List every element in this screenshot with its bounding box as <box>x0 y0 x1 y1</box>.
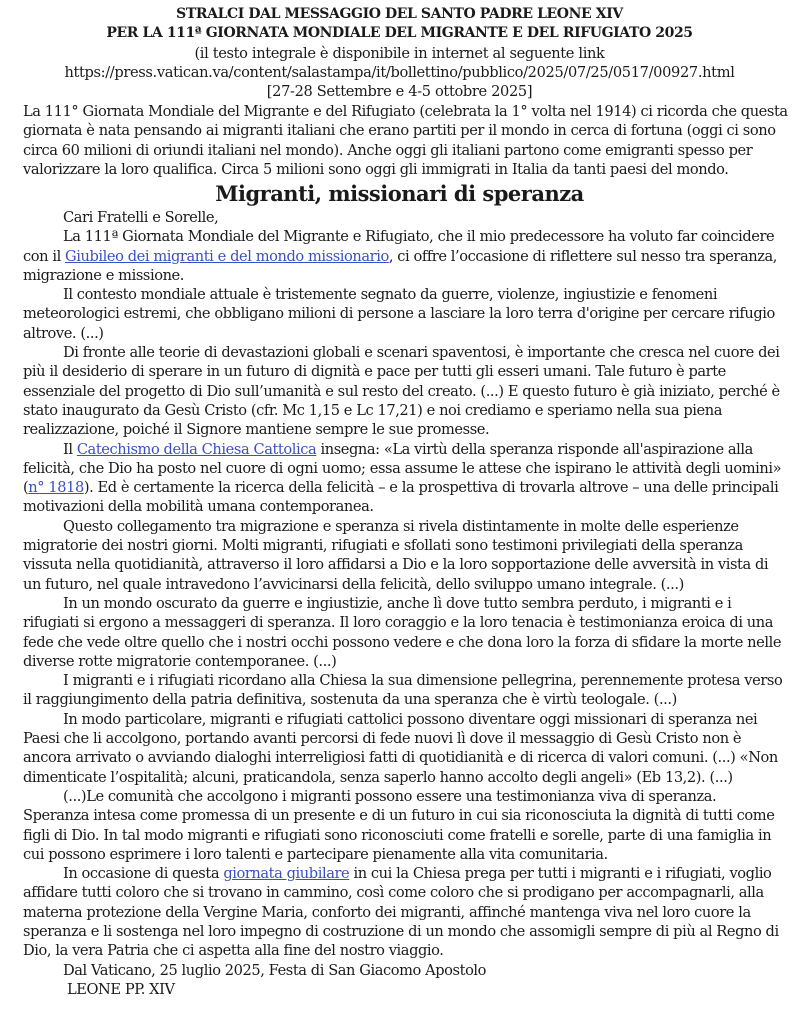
paragraph-line: Speranza intesa come promessa di un presente e di un futuro in cui sia riconosciuta la dignità di tutti come <box>23 807 775 825</box>
paragraph-line: altrove. (...) <box>23 324 104 342</box>
paragraph-line: vissuta nella quotidianità, attraverso il loro affidarsi a Dio e la loro sopportazione delle avversità in vista di <box>23 556 769 574</box>
paragraph-line: Paesi che li accolgono, portando avanti percorsi di fede nuovi lì dove il messaggio di Gesù Cristo non è <box>23 730 742 748</box>
paragraph-line: essenziale del progetto di Dio sull’umanità e sul resto del creato. (...) E questo futuro è già iniziato, perché è <box>23 382 780 400</box>
document-header <box>0 5 799 101</box>
text-segment: con il <box>23 247 66 265</box>
intro-paragraph <box>23 102 793 179</box>
paragraph-line: Di fronte alle teorie di devastazioni globali e scenari spaventosi, è importante che cresca nel cuore dei <box>63 344 780 362</box>
paragraph-line: il raggiungimento della patria definitiva, sostenuta da una speranza che è virtù teologale. (...) <box>23 691 677 709</box>
paragraph-line <box>23 247 793 266</box>
paragraph-line: figli di Dio. In tal modo migranti e rifugiati sono riconosciuti come fratelli e sorelle, parte di una famiglia in <box>23 826 772 844</box>
link-giornata-giubilare[interactable]: giornata giubilare <box>223 865 350 883</box>
intro-line: giornata è nata pensando ai migranti italiani che erano partiti per il mondo in cerca di fortuna (oggi ci sono <box>23 122 776 140</box>
paragraph-line: (...)Le comunità che accolgono i migranti possono essere una testimonianza viva di speranza. <box>63 787 717 805</box>
link-giubileo[interactable]: Giubileo dei migranti e del mondo missionario <box>65 247 389 265</box>
signature: LEONE PP. XIV <box>67 980 175 998</box>
link-catechismo[interactable]: Catechismo della Chiesa Cattolica <box>76 440 317 458</box>
paragraph-line: migrazione e missione. <box>23 266 184 284</box>
paragraph-line: diverse rotte migratorie contemporanee. (...) <box>23 652 337 670</box>
header-title-line-1: STRALCI DAL MESSAGGIO DEL SANTO PADRE LEONE XIV <box>176 6 623 22</box>
paragraph-line <box>23 864 793 883</box>
page-title: Migranti, missionari di speranza <box>215 181 584 206</box>
text-segment: insegna: «La virtù della speranza risponde all'aspirazione alla <box>316 440 753 458</box>
message-body <box>23 208 793 999</box>
paragraph-line: In modo particolare, migranti e rifugiati cattolici possono diventare oggi missionari di speranza nei <box>63 710 758 728</box>
text-segment: Il <box>63 440 77 458</box>
header-dates: [27-28 Settembre e 4-5 ottobre 2025] <box>266 83 533 101</box>
header-url: https://press.vatican.va/content/salastampa/it/bollettino/pubblico/2025/07/25/0517/00927.html <box>64 63 735 81</box>
greeting: Cari Fratelli e Sorelle, <box>63 209 219 226</box>
text-segment: in cui la Chiesa prega per tutti i migranti e i rifugiati, voglio <box>349 865 772 883</box>
paragraph-line: cui possono esprimere i loro talenti e partecipare pienamente alla vita comunitaria. <box>23 845 608 863</box>
paragraph-line: ancora arrivato o avviando dialoghi interreligiosi fatti di quotidianità e di ricerca di valori comuni. (...) «Non <box>23 749 778 767</box>
paragraph-line: stato inaugurato da Gesù Cristo (cfr. Mc 1,15 e Lc 17,21) e noi crediamo e speriamo nella sua piena <box>23 401 722 419</box>
closing-date: Dal Vaticano, 25 luglio 2025, Festa di San Giacomo Apostolo <box>63 961 487 979</box>
paragraph-line: migratorie dei nostri giorni. Molti migranti, rifugiati e sfollati sono testimoni privilegiati della speranza <box>23 537 743 555</box>
paragraph-line: più il desiderio di sperare in un futuro di dignità e pace per tutti gli esseri umani. Tale futuro è parte <box>23 363 726 381</box>
paragraph-line: affidare tutti coloro che si trovano in cammino, così come coloro che si prodigano per accompagnarli, alla <box>23 884 764 902</box>
paragraph-line: materna protezione della Vergine Maria, conforto dei migranti, affinché mantenga viva nel loro cuore la <box>23 903 751 921</box>
paragraph-line: dimenticate l’ospitalità; alcuni, praticandola, senza saperlo hanno accolto degli angeli» (Eb 13,2). (...) <box>23 768 733 786</box>
intro-line: circa 60 milioni di oriundi italiani nel mondo). Anche oggi gli italiani partono come emigranti spesso per <box>23 141 753 159</box>
text-segment: In occasione di questa <box>63 865 224 883</box>
paragraph-line: rifugiati si ergono a messaggeri di speranza. Il loro coraggio e la loro tenacia è testimonianza eroica di una <box>23 614 774 632</box>
paragraph-line <box>23 478 793 497</box>
paragraph-line: fede che vede oltre quello che i nostri occhi possono vedere e che dona loro la forza di sfidare la morte nelle <box>23 633 782 651</box>
paragraph-line: meteorologici estremi, che obbligano milioni di persone a lasciare la loro terra d'origine per cercare rifugio <box>23 305 775 323</box>
paragraph-line: speranza e li sostenga nel loro impegno di costruzione di un mondo che assomigli sempre di più al Regno di <box>23 922 779 940</box>
text-segment: ). Ed è certamente la ricerca della felicità – e la prospettiva di trovarla altrove – una delle principali <box>83 479 779 497</box>
intro-line: La 111° Giornata Mondiale del Migrante e del Rifugiato (celebrata la 1° volta nel 1914) ci ricorda che questa <box>23 103 788 120</box>
header-note: (il testo integrale è disponibile in internet al seguente link <box>194 44 605 62</box>
paragraph-line: La 111ª Giornata Mondiale del Migrante e Rifugiato, che il mio predecessore ha voluto far coincidere <box>63 228 775 246</box>
intro-line: valorizzare la loro qualifica. Circa 5 milioni sono oggi gli immigrati in Italia da tanti paesi del mondo. <box>23 160 729 178</box>
paragraph-line: un futuro, nel quale intravedono l’avvicinarsi della felicità, dello sviluppo umano integrale. (...) <box>23 575 684 593</box>
paragraph-line <box>23 440 793 459</box>
link-n1818[interactable]: n° 1818 <box>28 479 84 497</box>
paragraph-line: Questo collegamento tra migrazione e speranza si rivela distintamente in molte delle esperienze <box>63 517 739 535</box>
paragraph-line: realizzazione, poiché il Signore mantiene sempre le sue promesse. <box>23 421 490 439</box>
text-segment: , ci offre l’occasione di riflettere sul nesso tra speranza, <box>388 247 777 265</box>
paragraph-line: motivazioni della mobilità umana contemporanea. <box>23 498 374 516</box>
paragraph-line: Dio, la vera Patria che ci aspetta alla fine del nostro viaggio. <box>23 942 444 960</box>
paragraph-line: In un mondo oscurato da guerre e ingiustizie, anche lì dove tutto sembra perduto, i migranti e i <box>63 594 732 612</box>
header-title-line-2: PER LA 111ª GIORNATA MONDIALE DEL MIGRANTE E DEL RIFUGIATO 2025 <box>106 25 693 42</box>
paragraph-line: I migranti e i rifugiati ricordano alla Chiesa la sua dimensione pellegrina, perennemente protesa verso <box>63 672 783 690</box>
paragraph-line: felicità, che Dio ha posto nel cuore di ogni uomo; essa assume le attese che ispirano le attività degli uomini» <box>23 459 782 477</box>
paragraph-line: Il contesto mondiale attuale è tristemente segnato da guerre, violenze, ingiustizie e fenomeni <box>63 286 718 304</box>
text-segment: ( <box>23 479 29 497</box>
